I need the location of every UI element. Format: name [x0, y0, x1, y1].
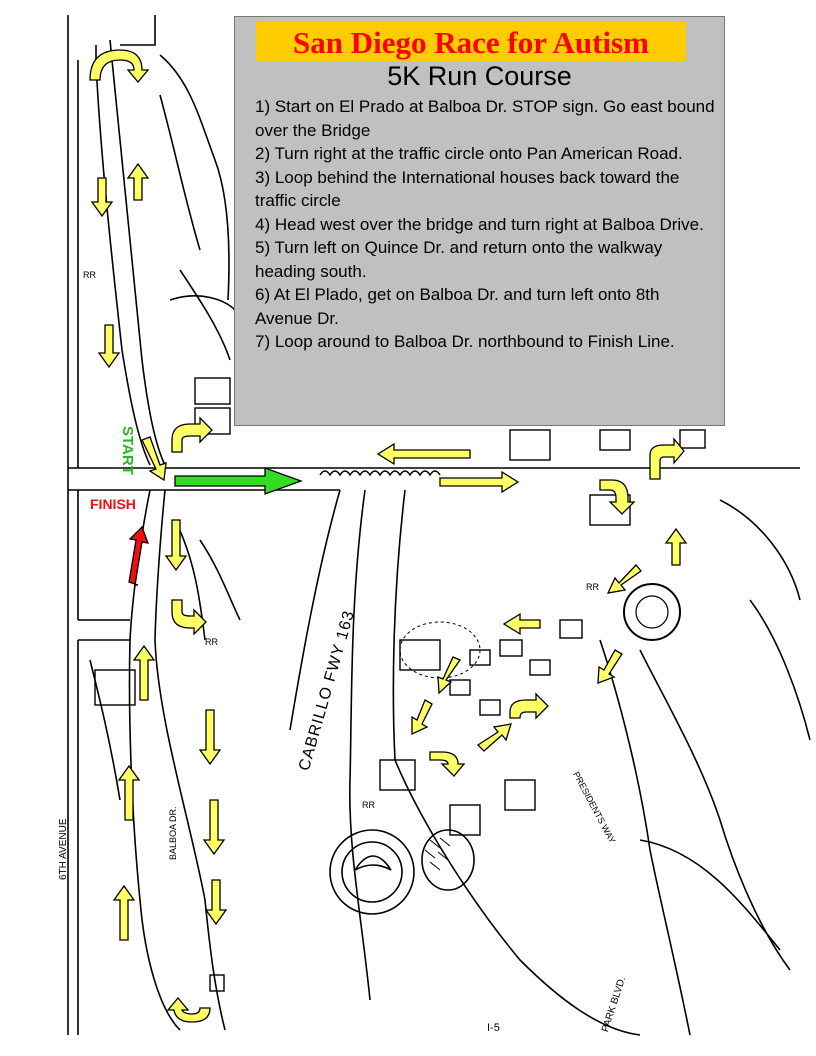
i5-label: I-5 [487, 1022, 500, 1034]
course-subtitle: 5K Run Course [387, 61, 572, 91]
step-3: 3) Loop behind the International houses back toward the traffic circle [255, 167, 680, 210]
sixth-avenue-label: 6TH AVENUE [58, 818, 69, 880]
restroom-label: RR [83, 270, 96, 280]
balboa-dr-label: BALBOA DR. [168, 806, 178, 860]
restroom-label: RR [586, 582, 599, 592]
park-blvd-label: PARK BLVD. [600, 975, 629, 1034]
step-2: 2) Turn right at the traffic circle onto Pan American Road. [255, 144, 683, 163]
step-7: 7) Loop around to Balboa Dr. northbound to Finish Line. [255, 332, 675, 351]
bridge [320, 471, 440, 475]
start-label: START [119, 426, 136, 475]
course-steps [255, 95, 715, 354]
race-title: San Diego Race for Autism [293, 25, 649, 60]
freeway-label: CABRILLO FWY 163 [296, 608, 359, 773]
restroom-label: RR [362, 800, 375, 810]
step-1: 1) Start on El Prado at Balboa Dr. STOP sign. Go east bound over the Bridge [255, 97, 715, 140]
step-5: 5) Turn left on Quince Dr. and return onto the walkway heading south. [255, 238, 663, 281]
restroom-label: RR [205, 637, 218, 647]
step-6: 6) At El Plado, get on Balboa Dr. and turn left onto 8th Avenue Dr. [255, 285, 660, 328]
presidents-way-label: PRESIDENTS WAY [571, 770, 618, 845]
finish-label: FINISH [90, 496, 136, 512]
traffic-circle [624, 584, 680, 640]
step-4: 4) Head west over the bridge and turn right at Balboa Drive. [255, 214, 704, 234]
finish-arrow [129, 527, 148, 585]
